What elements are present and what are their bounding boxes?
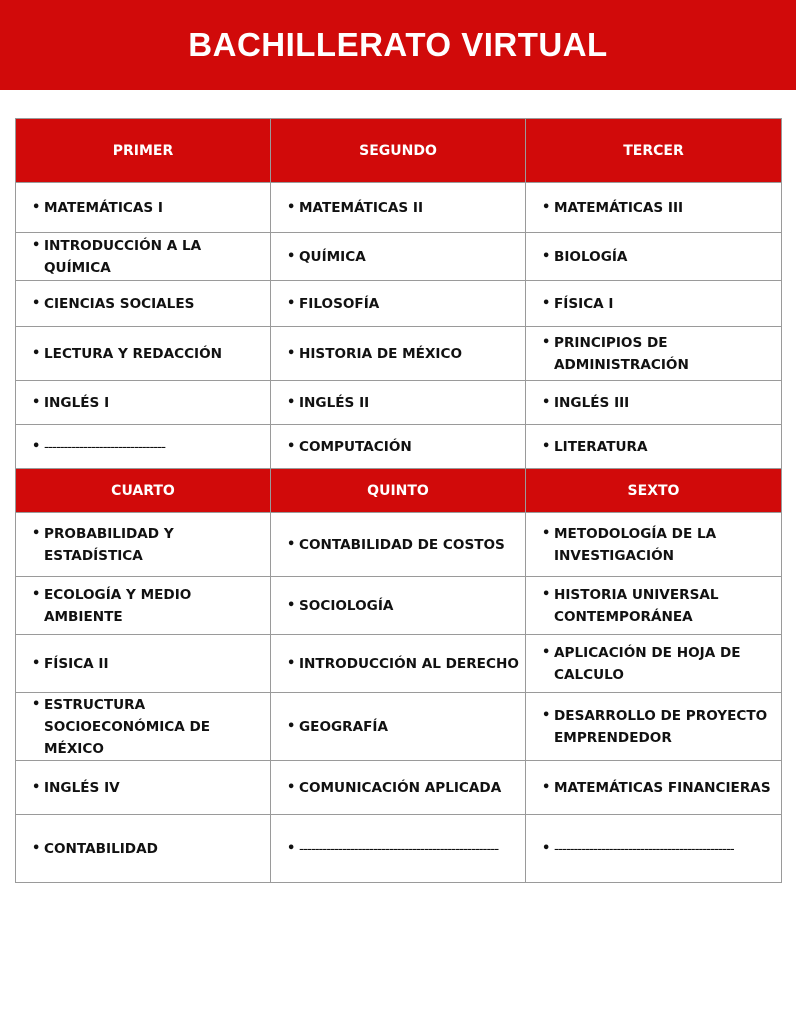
subject-row <box>16 693 782 761</box>
subject-item <box>32 392 266 414</box>
bullet-icon: • <box>542 644 551 660</box>
bullet-icon: • <box>32 840 41 856</box>
subject-cell <box>526 381 782 425</box>
subject-cell <box>16 425 271 469</box>
bullet-icon: • <box>32 295 41 311</box>
subject-item <box>287 777 521 799</box>
subject-name: FÍSICA I <box>554 295 614 312</box>
subject-cell <box>16 381 271 425</box>
semester-header-row <box>16 119 782 183</box>
bullet-icon: • <box>542 199 551 215</box>
subject-name: LITERATURA <box>554 438 648 455</box>
bullet-icon: • <box>542 295 551 311</box>
subject-item <box>542 642 777 686</box>
subject-cell <box>271 327 526 381</box>
subject-item <box>32 293 266 315</box>
semester-header: QUINTO <box>271 469 526 513</box>
subject-name: ---------------------------------------------- <box>554 840 734 857</box>
subject-item <box>542 332 777 376</box>
subject-item <box>542 436 777 458</box>
subject-cell <box>16 577 271 635</box>
subject-item <box>542 777 777 799</box>
bullet-icon: • <box>542 840 551 856</box>
semester-header: SEGUNDO <box>271 119 526 183</box>
curriculum-table <box>15 118 782 883</box>
bullet-icon: • <box>32 438 41 454</box>
subject-item <box>32 523 266 567</box>
subject-cell <box>526 693 782 761</box>
page-title: BACHILLERATO VIRTUAL <box>188 26 608 63</box>
bullet-icon: • <box>32 655 41 671</box>
subject-name: SOCIOLOGÍA <box>299 597 394 614</box>
subject-cell <box>16 635 271 693</box>
bullet-icon: • <box>287 295 296 311</box>
subject-row <box>16 815 782 883</box>
subject-cell <box>526 635 782 693</box>
subject-cell <box>526 815 782 883</box>
semester-header: PRIMER <box>16 119 271 183</box>
subject-cell <box>271 425 526 469</box>
subject-item <box>287 246 521 268</box>
subject-item <box>542 584 777 628</box>
subject-name: MATEMÁTICAS FINANCIERAS <box>554 779 771 796</box>
subject-name: MATEMÁTICAS II <box>299 199 424 216</box>
bullet-icon: • <box>542 586 551 602</box>
subject-name: HISTORIA DE MÉXICO <box>299 345 463 362</box>
bullet-icon: • <box>287 248 296 264</box>
subject-name: MATEMÁTICAS I <box>44 199 163 216</box>
subject-cell <box>16 815 271 883</box>
subject-name: ESTRUCTURA SOCIOECONÓMICA DE MÉXICO <box>44 696 211 757</box>
subject-cell <box>526 183 782 233</box>
subject-name: INGLÉS IV <box>44 779 120 796</box>
semester-header: CUARTO <box>16 469 271 513</box>
subject-row <box>16 233 782 281</box>
subject-name: ECOLOGÍA Y MEDIO AMBIENTE <box>44 586 192 625</box>
subject-cell <box>271 693 526 761</box>
subject-cell <box>16 761 271 815</box>
subject-item <box>542 523 777 567</box>
subject-cell <box>526 761 782 815</box>
subject-item <box>542 197 777 219</box>
subject-row <box>16 761 782 815</box>
bullet-icon: • <box>32 586 41 602</box>
subject-item <box>32 584 266 628</box>
subject-name: MATEMÁTICAS III <box>554 199 684 216</box>
subject-name: PROBABILIDAD Y ESTADÍSTICA <box>44 525 174 564</box>
subject-name: FILOSOFÍA <box>299 295 380 312</box>
subject-cell <box>16 513 271 577</box>
subject-row <box>16 327 782 381</box>
subject-cell <box>271 183 526 233</box>
subject-name: PRINCIPIOS DE ADMINISTRACIÓN <box>554 334 689 373</box>
subject-cell <box>271 577 526 635</box>
subject-name: APLICACIÓN DE HOJA DE CALCULO <box>554 644 741 683</box>
subject-name: CONTABILIDAD DE COSTOS <box>299 536 505 553</box>
subject-name: COMPUTACIÓN <box>299 438 412 455</box>
bullet-icon: • <box>542 334 551 350</box>
subject-cell <box>526 233 782 281</box>
subject-name: HISTORIA UNIVERSAL CONTEMPORÁNEA <box>554 586 719 625</box>
subject-row <box>16 635 782 693</box>
subject-name: INGLÉS III <box>554 394 630 411</box>
bullet-icon: • <box>32 199 41 215</box>
subject-cell <box>16 327 271 381</box>
bullet-icon: • <box>542 779 551 795</box>
bullet-icon: • <box>287 345 296 361</box>
bullet-icon: • <box>287 840 296 856</box>
bullet-icon: • <box>287 438 296 454</box>
subject-cell <box>271 381 526 425</box>
subject-name: INGLÉS II <box>299 394 370 411</box>
subject-item <box>32 436 266 458</box>
subject-cell <box>16 233 271 281</box>
subject-item <box>32 197 266 219</box>
subject-name: FÍSICA II <box>44 655 109 672</box>
bullet-icon: • <box>542 394 551 410</box>
subject-name: INTRODUCCIÓN A LA QUÍMICA <box>44 237 202 276</box>
subject-name: ------------------------------- <box>44 438 166 455</box>
subject-item <box>32 777 266 799</box>
subject-name: --------------------------------------------------- <box>299 840 499 857</box>
subject-item <box>32 343 266 365</box>
subject-item <box>32 653 266 675</box>
subject-cell <box>271 815 526 883</box>
subject-row <box>16 281 782 327</box>
subject-cell <box>16 281 271 327</box>
bullet-icon: • <box>287 394 296 410</box>
subject-cell <box>16 183 271 233</box>
subject-item <box>287 197 521 219</box>
bullet-icon: • <box>287 199 296 215</box>
bullet-icon: • <box>287 536 296 552</box>
subject-item <box>542 838 777 860</box>
subject-name: METODOLOGÍA DE LA INVESTIGACIÓN <box>554 525 717 564</box>
bullet-icon: • <box>287 718 296 734</box>
subject-item <box>287 343 521 365</box>
subject-item <box>542 293 777 315</box>
subject-row <box>16 183 782 233</box>
subject-name: COMUNICACIÓN APLICADA <box>299 779 502 796</box>
subject-name: GEOGRAFÍA <box>299 718 389 735</box>
subject-row <box>16 381 782 425</box>
subject-item <box>287 534 521 556</box>
title-banner <box>0 0 796 90</box>
subject-item <box>287 838 521 860</box>
semester-header: SEXTO <box>526 469 782 513</box>
subject-name: INGLÉS I <box>44 394 110 411</box>
subject-name: INTRODUCCIÓN AL DERECHO <box>299 655 519 672</box>
subject-item <box>32 838 266 860</box>
subject-item <box>287 653 521 675</box>
subject-item <box>542 705 777 749</box>
subject-cell <box>526 281 782 327</box>
subject-item <box>287 436 521 458</box>
subject-item <box>32 694 266 760</box>
subject-row <box>16 577 782 635</box>
subject-item <box>542 392 777 414</box>
subject-item <box>287 293 521 315</box>
subject-cell <box>526 425 782 469</box>
subject-name: CIENCIAS SOCIALES <box>44 295 195 312</box>
subject-cell <box>526 327 782 381</box>
semester-header-row <box>16 469 782 513</box>
bullet-icon: • <box>287 597 296 613</box>
subject-name: LECTURA Y REDACCIÓN <box>44 345 223 362</box>
bullet-icon: • <box>32 525 41 541</box>
bullet-icon: • <box>32 779 41 795</box>
bullet-icon: • <box>542 707 551 723</box>
bullet-icon: • <box>287 779 296 795</box>
subject-item <box>287 716 521 738</box>
bullet-icon: • <box>542 525 551 541</box>
subject-name: BIOLOGÍA <box>554 248 628 265</box>
subject-name: CONTABILIDAD <box>44 840 158 857</box>
subject-row <box>16 425 782 469</box>
bullet-icon: • <box>32 696 41 712</box>
subject-cell <box>526 577 782 635</box>
subject-cell <box>271 761 526 815</box>
bullet-icon: • <box>32 345 41 361</box>
subject-cell <box>271 281 526 327</box>
subject-item <box>287 595 521 617</box>
subject-cell <box>526 513 782 577</box>
subject-cell <box>271 513 526 577</box>
subject-item <box>542 246 777 268</box>
subject-row <box>16 513 782 577</box>
subject-item <box>32 235 266 279</box>
subject-cell <box>271 233 526 281</box>
bullet-icon: • <box>287 655 296 671</box>
bullet-icon: • <box>32 237 41 253</box>
subject-cell <box>271 635 526 693</box>
bullet-icon: • <box>542 248 551 264</box>
bullet-icon: • <box>32 394 41 410</box>
bullet-icon: • <box>542 438 551 454</box>
semester-header: TERCER <box>526 119 782 183</box>
subject-item <box>287 392 521 414</box>
subject-name: QUÍMICA <box>299 248 366 265</box>
subject-name: DESARROLLO DE PROYECTO EMPRENDEDOR <box>554 707 768 746</box>
subject-cell <box>16 693 271 761</box>
